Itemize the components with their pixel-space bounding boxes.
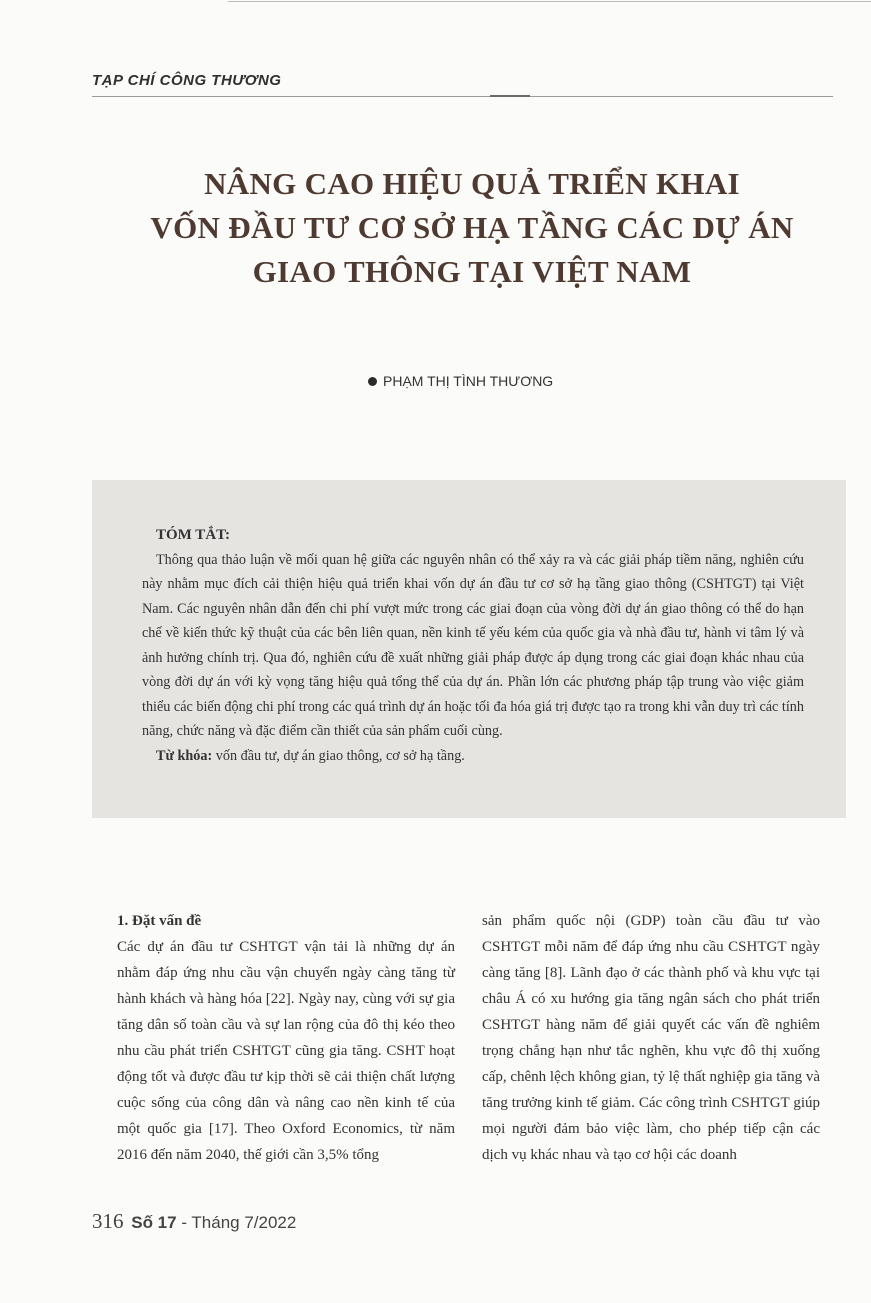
issue-label: Số 17 xyxy=(131,1213,177,1232)
title-line-3: GIAO THÔNG TẠI VIỆT NAM xyxy=(252,254,692,289)
page-footer xyxy=(92,1209,296,1234)
keywords-label: Từ khóa: xyxy=(156,747,213,764)
body-column-right xyxy=(482,908,820,1168)
journal-name: TẠP CHÍ CÔNG THƯƠNG xyxy=(92,72,282,89)
body-text-right: sản phẩm quốc nội (GDP) toàn cầu đầu tư vào CSHTGT mỗi năm để đáp ứng nhu cầu CSHTGT ngày càng tăng [8]. Lãnh đạo ở các thành phố và khu vực tại châu Á có xu hướng gia tăng ngân sách cho phát triển CSHTGT hàng năm để giải quyết các vấn đề nghiêm trọng chẳng hạn như tắc nghẽn, khu vực đô thị xuống cấp, chênh lệch không gian, tỷ lệ thất nghiệp gia tăng và tăng trưởng kinh tế giảm. Các công trình CSHTGT giúp mọi người đảm bảo việc làm, cho phép tiếp cận các dịch vụ khác nhau và tạo cơ hội các doanh xyxy=(482,913,820,1163)
author-line xyxy=(368,373,553,389)
keywords-text: vốn đầu tư, dự án giao thông, cơ sở hạ tầng. xyxy=(212,747,465,764)
page-number: 316 xyxy=(92,1209,124,1233)
header-rule xyxy=(92,96,833,97)
author-name: PHẠM THỊ TÌNH THƯƠNG xyxy=(383,373,554,389)
article-title xyxy=(92,162,852,294)
bullet-icon xyxy=(368,377,377,386)
abstract-heading: TÓM TẮT: xyxy=(156,527,231,543)
section-heading: 1. Đặt vấn đề xyxy=(117,913,202,929)
top-edge-rule xyxy=(228,1,871,2)
title-line-2: VỐN ĐẦU TƯ CƠ SỞ HẠ TẦNG CÁC DỰ ÁN xyxy=(150,210,794,245)
abstract-content xyxy=(142,508,804,768)
abstract-box xyxy=(92,480,846,818)
body-text-left: Các dự án đầu tư CSHTGT vận tải là những dự án nhằm đáp ứng nhu cầu vận chuyển ngày càng tăng từ hành khách và hàng hóa [22]. Ngày nay, cùng với sự gia tăng dân số toàn cầu và sự lan rộng của đô thị kéo theo nhu cầu phát triển CSHTGT cũng gia tăng. CSHT hoạt động tốt và được đầu tư kịp thời sẽ cải thiện chất lượng cuộc sống của công dân và nâng cao nền kinh tế của một quốc gia [17]. Theo Oxford Economics, từ năm 2016 đến năm 2040, thế giới cần 3,5% tổng xyxy=(117,939,455,1163)
header-rule-accent xyxy=(490,95,530,97)
keywords xyxy=(156,744,804,769)
abstract-text: Thông qua thảo luận về mối quan hệ giữa các nguyên nhân có thể xảy ra và các giải pháp tiềm năng, nghiên cứu này nhằm mục đích cải thiện hiệu quả triển khai vốn dự án đầu tư cơ sở hạ tầng giao thông (CSHTGT) tại Việt Nam. Các nguyên nhân dẫn đến chi phí vượt mức trong các giai đoạn của vòng đời dự án giao thông có thể do hạn chế về kiến thức kỹ thuật của các bên liên quan, nền kinh tế yếu kém của quốc gia và nhà đầu tư, hành vi tâm lý và ảnh hưởng chính trị. Qua đó, nghiên cứu đề xuất những giải pháp được áp dụng trong các giai đoạn khác nhau của vòng đời dự án với kỳ vọng tăng hiệu quả tổng thể của dự án. Phần lớn các phương pháp tập trung vào việc giảm thiểu các biến động chi phí trong các quá trình dự án hoặc tối đa hóa giá trị được tạo ra trong khi vẫn duy trì các tính năng, chức năng và đặc điểm cần thiết của sản phẩm cuối cùng. xyxy=(142,551,804,739)
title-line-1: NÂNG CAO HIỆU QUẢ TRIỂN KHAI xyxy=(204,166,740,201)
body-column-left xyxy=(117,908,455,1168)
issue-date: - Tháng 7/2022 xyxy=(176,1213,297,1232)
